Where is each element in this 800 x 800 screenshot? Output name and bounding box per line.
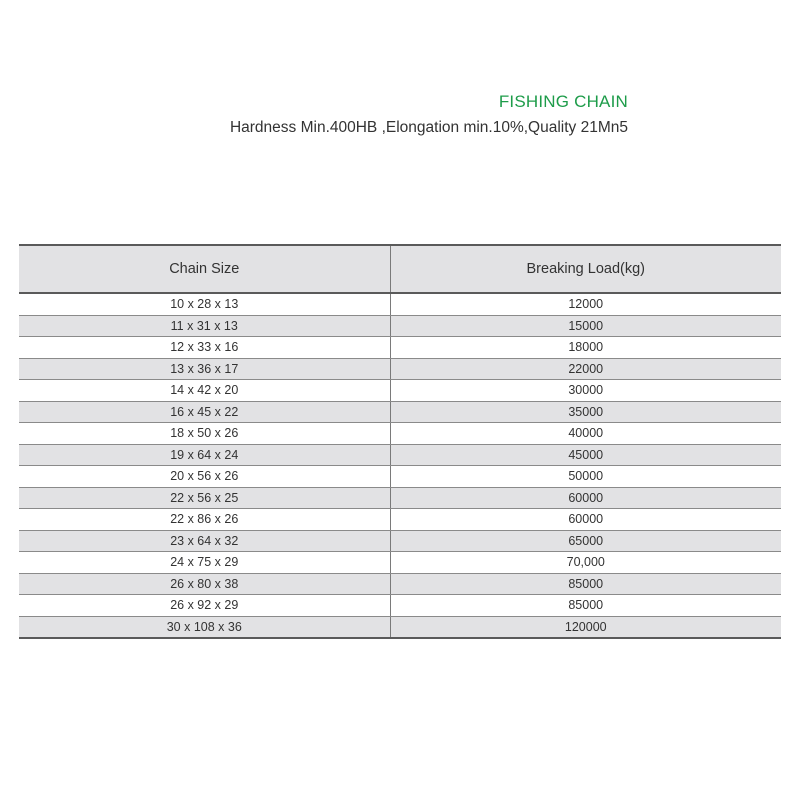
cell-chain-size: 16 x 45 x 22	[19, 401, 390, 423]
cell-chain-size: 22 x 56 x 25	[19, 487, 390, 509]
table-row	[19, 380, 781, 402]
page-subtitle: Hardness Min.400HB ,Elongation min.10%,Quality 21Mn5	[229, 119, 628, 136]
table-row	[19, 616, 781, 638]
cell-chain-size: 23 x 64 x 32	[19, 530, 390, 552]
table-row	[19, 293, 781, 315]
cell-breaking-load: 70,000	[390, 552, 781, 574]
cell-chain-size: 12 x 33 x 16	[19, 337, 390, 359]
table-header	[19, 245, 781, 293]
cell-chain-size: 26 x 80 x 38	[19, 573, 390, 595]
column-header-breaking-load: Breaking Load(kg)	[390, 245, 781, 293]
cell-chain-size: 10 x 28 x 13	[19, 293, 390, 315]
cell-chain-size: 11 x 31 x 13	[19, 315, 390, 337]
cell-chain-size: 18 x 50 x 26	[19, 423, 390, 445]
column-header-chain-size: Chain Size	[19, 245, 390, 293]
cell-breaking-load: 50000	[390, 466, 781, 488]
cell-chain-size: 30 x 108 x 36	[19, 616, 390, 638]
table-row	[19, 423, 781, 445]
cell-breaking-load: 15000	[390, 315, 781, 337]
table-row	[19, 552, 781, 574]
table-row	[19, 315, 781, 337]
cell-chain-size: 19 x 64 x 24	[19, 444, 390, 466]
cell-breaking-load: 30000	[390, 380, 781, 402]
table-header-row	[19, 245, 781, 293]
cell-chain-size: 26 x 92 x 29	[19, 595, 390, 617]
table-row	[19, 487, 781, 509]
cell-breaking-load: 35000	[390, 401, 781, 423]
table-row	[19, 530, 781, 552]
cell-breaking-load: 60000	[390, 509, 781, 531]
cell-chain-size: 20 x 56 x 26	[19, 466, 390, 488]
cell-breaking-load: 22000	[390, 358, 781, 380]
table-row	[19, 573, 781, 595]
table-row	[19, 509, 781, 531]
cell-chain-size: 14 x 42 x 20	[19, 380, 390, 402]
cell-breaking-load: 120000	[390, 616, 781, 638]
table-row	[19, 401, 781, 423]
table-body	[19, 293, 781, 638]
cell-breaking-load: 45000	[390, 444, 781, 466]
cell-breaking-load: 85000	[390, 595, 781, 617]
table-row	[19, 444, 781, 466]
table-row	[19, 337, 781, 359]
cell-breaking-load: 85000	[390, 573, 781, 595]
table-row	[19, 466, 781, 488]
cell-chain-size: 22 x 86 x 26	[19, 509, 390, 531]
page-title: FISHING CHAIN	[498, 92, 628, 111]
cell-breaking-load: 65000	[390, 530, 781, 552]
cell-breaking-load: 12000	[390, 293, 781, 315]
cell-breaking-load: 18000	[390, 337, 781, 359]
cell-chain-size: 13 x 36 x 17	[19, 358, 390, 380]
table-row	[19, 595, 781, 617]
chain-spec-table	[19, 244, 781, 639]
cell-breaking-load: 40000	[390, 423, 781, 445]
table-row	[19, 358, 781, 380]
cell-breaking-load: 60000	[390, 487, 781, 509]
cell-chain-size: 24 x 75 x 29	[19, 552, 390, 574]
